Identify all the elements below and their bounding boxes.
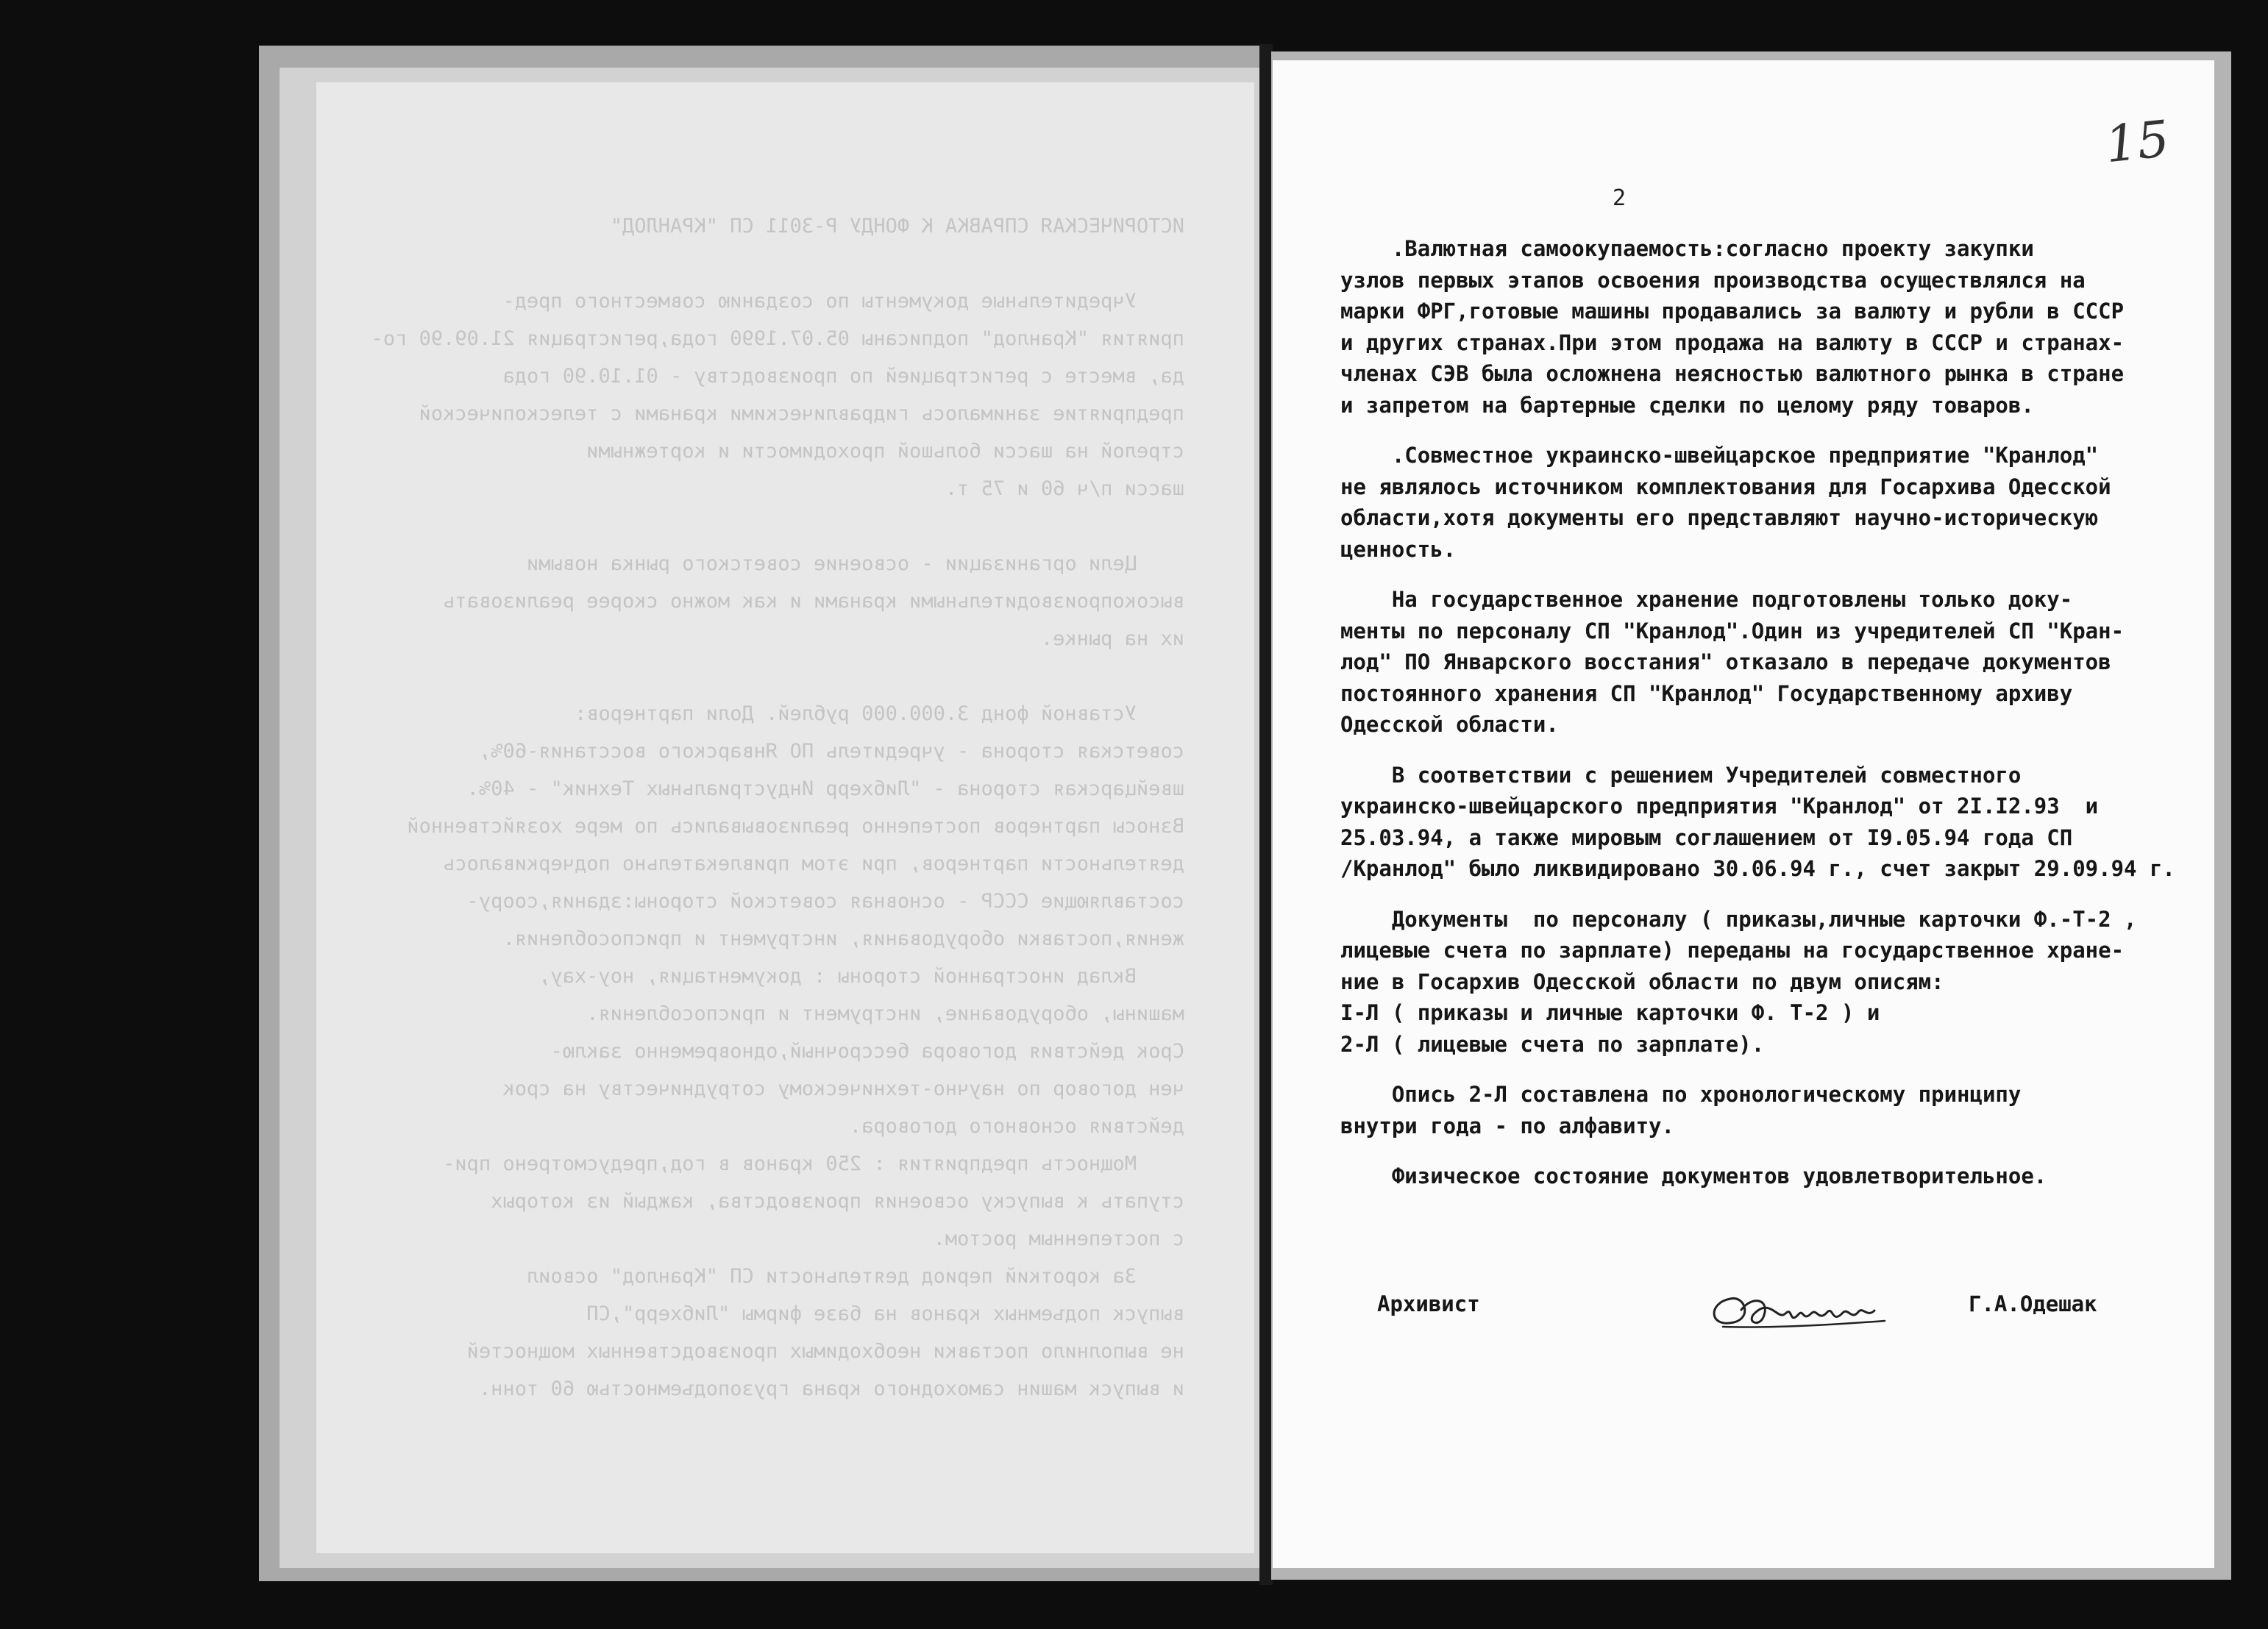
paragraph-gap <box>1340 1060 2186 1079</box>
body-line: членах СЭВ была осложнена неясностью валютного рынка в стране <box>1340 361 2125 386</box>
showthrough-line: Срок действия договора бессрочный,одновременно заклю- <box>550 1040 1184 1063</box>
body-line: На государственное хранение подготовлены только доку- <box>1340 587 2073 612</box>
right-page <box>1273 60 2214 1568</box>
showthrough-line: Взносы партнеров постепенно реализовывались по мере хозяйственной <box>407 815 1184 838</box>
signature-role: Архивист <box>1377 1291 1480 1316</box>
showthrough-line: Цели организации - освоение советского рынка новыми <box>526 552 1184 575</box>
paragraph-gap <box>1340 1141 2186 1161</box>
signature-block <box>1340 1287 2186 1346</box>
showthrough-line: машины, оборудование, инструмент и приспособления. <box>586 1002 1184 1025</box>
body-line: постоянного хранения СП "Кранлод" Государственному архиву <box>1340 680 2073 706</box>
showthrough-line: советская сторона - учредитель ПО Январского восстания-60%, <box>478 740 1184 763</box>
showthrough-line: швейцарская сторона - "Либхерр Индустриальных Техник" - 40%. <box>466 777 1184 800</box>
body-line: Одесской области. <box>1340 712 1559 737</box>
showthrough-line: Мощность предприятия : 250 кранов в год,предусмотрено при- <box>443 1152 1184 1175</box>
showthrough-line: Уставной фонд 3.000.000 рублей. Доли партнеров: <box>574 702 1184 725</box>
body-line: узлов первых этапов освоения производства осуществлялся на <box>1340 267 2086 293</box>
showthrough-line: составляющие СССР - основная советской стороны:здания,соору- <box>466 890 1184 913</box>
showthrough-line <box>390 657 1184 695</box>
body-line: украинско-швейцарского предприятия "Кранлод" от 2I.I2.93 и <box>1340 794 2099 819</box>
left-page <box>316 82 1254 1553</box>
showthrough-line: За короткий период деятельности СП "Кранлод" освоил <box>526 1265 1184 1288</box>
showthrough-line: действия основного договора. <box>849 1115 1184 1138</box>
showthrough-line <box>390 245 1184 282</box>
showthrough-line: Учредительные документы по созданию совместного пред- <box>502 290 1184 313</box>
body-line: марки ФРГ,готовые машины продавались за валюту и рубли в СССР <box>1340 299 2125 324</box>
paragraph-gap <box>1340 565 2186 584</box>
body-line: .Валютная самоокупаемость:согласно проекту закупки <box>1340 236 2034 261</box>
body-line: ценность. <box>1340 536 1457 562</box>
showthrough-line: не выполнило поставки необходимых производственных мощностей <box>466 1340 1184 1363</box>
handwritten-signature <box>1701 1277 1892 1343</box>
body-line: менты по персоналу СП "Кранлод".Один из учредителей СП "Кран- <box>1340 618 2125 644</box>
document-body <box>1340 233 2186 1192</box>
body-line: /Кранлод" было ликвидировано 30.06.94 г., счет закрыт 29.09.94 г. <box>1340 856 2175 881</box>
body-line: 25.03.94, а также мировым соглашением от I9.05.94 года СП <box>1340 824 2073 850</box>
body-line: и запретом на бартерные сделки по целому ряду товаров. <box>1340 392 2034 418</box>
body-line: не являлось источником комплектования для Госархива Одесской <box>1340 474 2111 499</box>
body-line: лод" ПО Январского восстания" отказало в передаче документов <box>1340 649 2111 674</box>
showthrough-line: их на рынке. <box>1040 627 1184 650</box>
showthrough-line: ступать к выпуску освоения производства, каждый из которых <box>491 1190 1184 1213</box>
body-line: и других странах.При этом продажа на валюту в СССР и странах- <box>1340 329 2125 355</box>
showthrough-line: высокопроизводительными кранами и как можно скорее реализовать <box>443 590 1184 613</box>
showthrough-line: деятельности партнеров, при этом привлекательно подчеркивалось <box>443 852 1184 875</box>
showthrough-line: и выпуск машин самоходного крана грузоподъемностью 60 тонн. <box>478 1377 1184 1400</box>
showthrough-line: приятия "Кранлод" подписаны 05.07.1990 года,регистрация 21.09.90 го- <box>371 327 1184 350</box>
body-line: .Совместное украинско-швейцарское предприятие "Кранлод" <box>1340 443 2099 468</box>
showthrough-line: да, вместе с регистрацией по производству - 01.10.90 года <box>502 365 1184 388</box>
body-line: В соответствии с решением Учредителей совместного <box>1340 762 2022 788</box>
showthrough-line: ИСТОРИЧЕСКАЯ СПРАВКА К ФОНДУ Р-3011 СП "КРАНЛОД" <box>610 215 1184 238</box>
body-line: I-Л ( приказы и личные карточки Ф. Т-2 ) и <box>1340 1000 1880 1025</box>
showthrough-line: с постепенным ростом. <box>933 1227 1184 1250</box>
body-line: ние в Госархив Одесской области по двум описям: <box>1340 969 1944 994</box>
body-line: внутри года - по алфавиту. <box>1340 1113 1674 1138</box>
body-line: Опись 2-Л составлена по хронологическому принципу <box>1340 1082 2022 1107</box>
showthrough-line: выпуск подъемных кранов на базе фирмы "Либхерр",СП <box>586 1302 1184 1325</box>
showthrough-line: жения,поставки оборудования, инструмент и приспособления. <box>502 927 1184 950</box>
body-line: области,хотя документы его представляют научно-историческую <box>1340 505 2099 530</box>
body-line: Физическое состояние документов удовлетворительное. <box>1340 1163 2047 1188</box>
paragraph-gap <box>1340 741 2186 760</box>
showthrough-line: стрелой на шасси большой проходимости и кортежными <box>586 440 1184 463</box>
left-page-showthrough-text <box>371 207 1184 1408</box>
showthrough-line: Вклад иностранной стороны : документация, ноу-хау, <box>538 965 1184 988</box>
showthrough-line: шасси п/ч 60 и 75 т. <box>945 477 1184 500</box>
paragraph-gap <box>1340 885 2186 904</box>
paragraph-gap <box>1340 421 2186 440</box>
showthrough-line: предприятие занималось гидравлическими кранами с телескопической <box>419 402 1184 425</box>
showthrough-line: чен договор по научно-техническому сотрудничеству на срок <box>502 1077 1184 1100</box>
body-line: лицевые счета по зарплате) переданы на государственное хране- <box>1340 938 2125 963</box>
body-line: Документы по персоналу ( приказы,личные карточки Ф.-Т-2 , <box>1340 906 2137 932</box>
signature-name: Г.А.Одешак <box>1969 1291 2097 1316</box>
showthrough-line <box>390 507 1184 545</box>
body-line: 2-Л ( лицевые счета по зарплате). <box>1340 1031 1765 1057</box>
folio-number: 15 <box>2102 110 2172 175</box>
page-number: 2 <box>1613 185 1627 211</box>
